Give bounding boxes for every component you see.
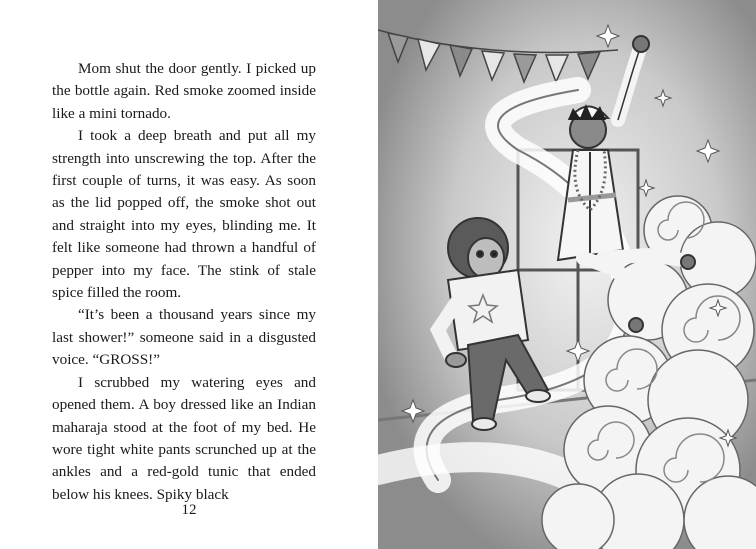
illustration <box>378 0 756 549</box>
page-number: 12 <box>181 502 197 518</box>
paragraph: I scrubbed my watering eyes and opened them. A boy dressed like an Indian maharaja stood at the foot of my bed. He wore tight white pants scrunched up at the ankles and a red-gold tunic that ended below his knees. Spiky black <box>52 373 316 503</box>
body-text <box>52 58 316 506</box>
paragraph: Mom shut the door gently. I picked up the bottle again. Red smoke zoomed inside like a mini tornado. <box>52 60 316 122</box>
paragraph: I took a deep breath and put all my strength into unscrewing the top. After the first couple of turns, it was easy. As soon as the lid popped off, the smoke shot out and straight into my eyes, blinding me. It felt like someone had thrown a handful of pepper into my face. The stink of stale spice filled the room. <box>52 127 316 302</box>
paragraph: “It’s been a thousand years since my last shower!” someone said in a disgusted voice. “GROSS!” <box>52 306 316 369</box>
illustration-drawing <box>378 0 756 549</box>
